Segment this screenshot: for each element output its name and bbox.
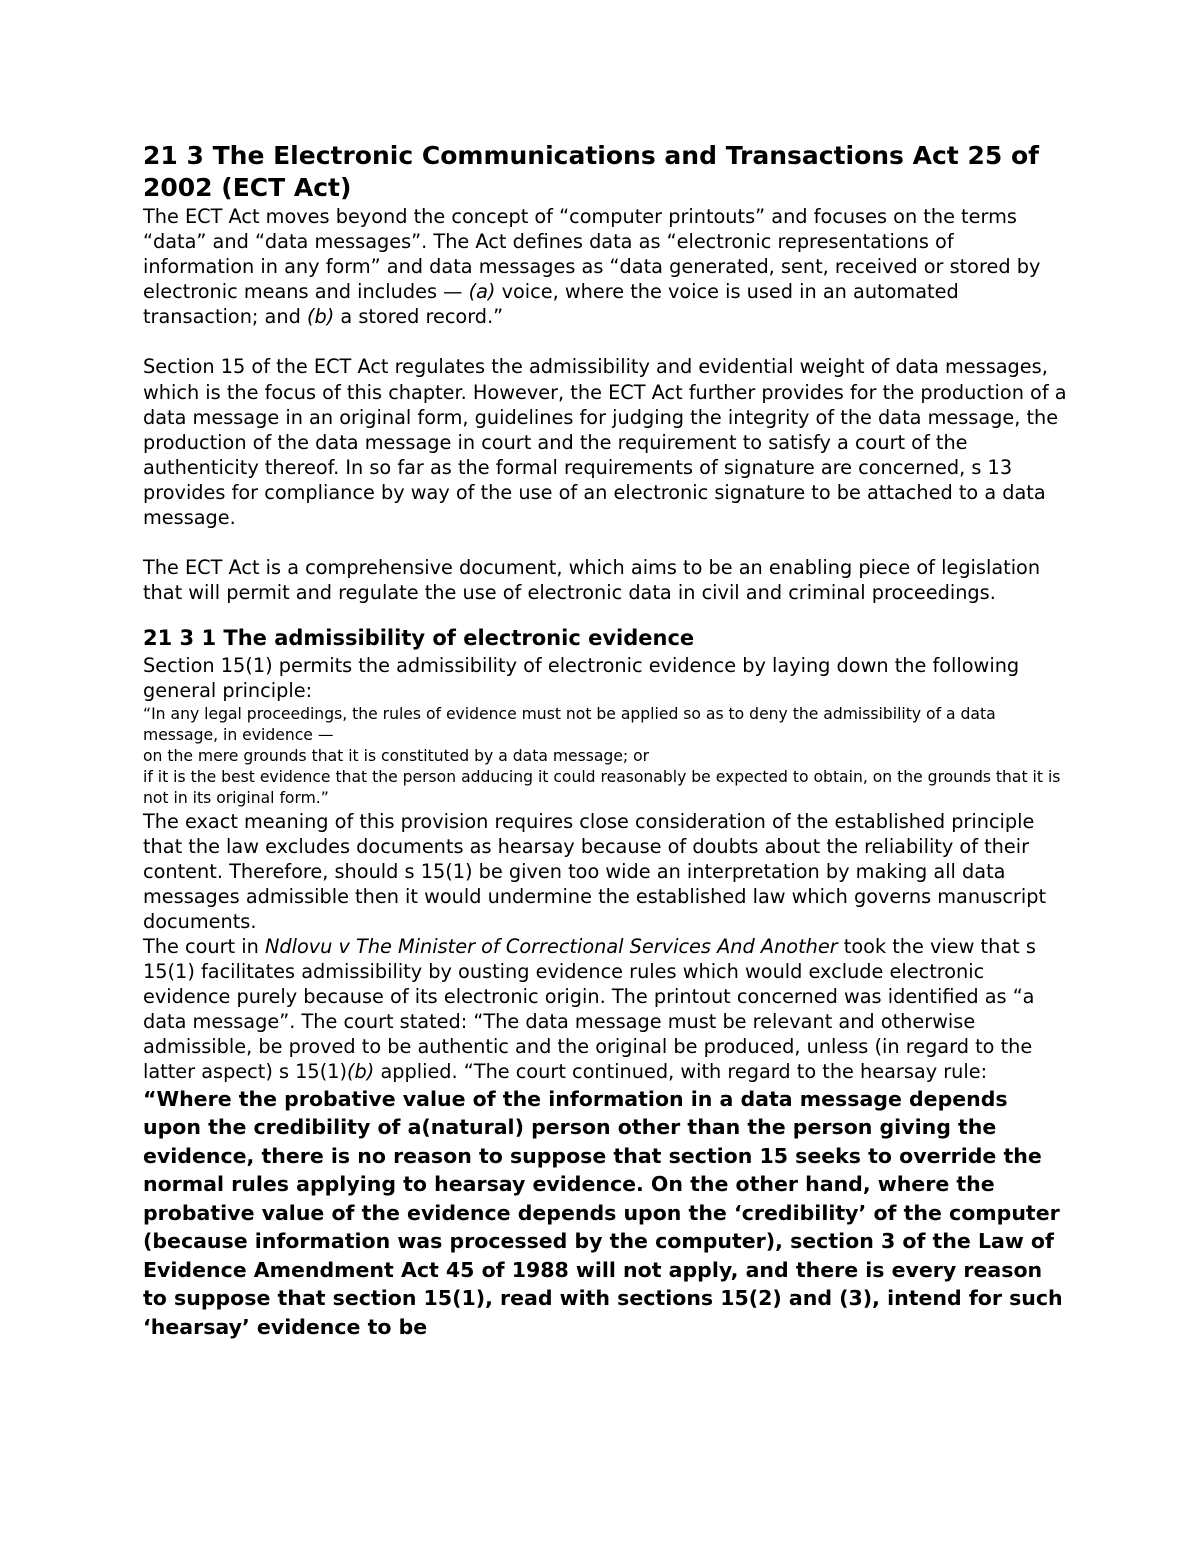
- intro-text-a: The ECT Act moves beyond the concept of “computer printouts” and focuses on the terms “data” and “data messages”. The Act defines data as “electronic representations of information in any form” and data messages as “data generated, sent, received or stored by electronic means and includes —: [143, 205, 1041, 304]
- hearsay-quote: “Where the probative value of the information in a data message depends upon the credibility of a(natural) person other than the person giving the evidence, there is no reason to suppose that section 15 seeks to override the normal rules applying to hearsay evidence. On the other hand, where the probative value of the evidence depends upon the ‘credibility’ of the computer (because information was processed by the computer), section 3 of the Law of Evidence Amendment Act 45 of 1988 will not apply, and there is every reason to suppose that section 15(1), read with sections 15(2) and (3), intend for such ‘hearsay’ evidence to be: [143, 1086, 1063, 1339]
- case-name: Ndlovu v The Minister of Correctional Services And Another: [264, 934, 838, 958]
- item-b-label: (b): [306, 305, 335, 329]
- document-heading-line1: 21 3 The Electronic Communications and Transactions Act 25 of: [143, 141, 1040, 170]
- document-heading-line2: 2002 (ECT Act): [143, 173, 352, 202]
- section-heading: 21 3 1 The admissibility of electronic evidence: [143, 626, 695, 651]
- intro-paragraph-section15: Section 15 of the ECT Act regulates the admissibility and evidential weight of data messages, which is the focus of this chapter. However, the ECT Act further provides for the production of a data message in an original form, guidelines for judging the integrity of the data message, the production of the data message in court and the requirement to satisfy a court of the authenticity thereof. In so far as the formal requirements of signature are concerned, s 13 provides for compliance by way of the use of an electronic signature to be attached to a data message.: [143, 355, 1067, 530]
- ndlovu-text-a: The court in: [143, 934, 265, 958]
- item-a-label: (a): [468, 280, 496, 304]
- statute-quote-intro: “In any legal proceedings, the rules of evidence must not be applied so as to deny the admissibility of a data message, in evidence —: [143, 704, 996, 744]
- section-paragraph-ndlovu: [143, 934, 1068, 1341]
- section-paragraph-meaning: The exact meaning of this provision requires close consideration of the established principle that the law excludes documents as hearsay because of doubts about the reliability of their content. Therefore, should s 15(1) be given too wide an interpretation by making all data messages admissible then it would undermine the established law which governs manuscript documents.: [143, 809, 1047, 933]
- intro-text-b: voice, where the voice is used in an automated transaction; and: [143, 280, 959, 329]
- document-page: [143, 140, 1068, 1341]
- intro-text-c: a stored record.”: [334, 305, 504, 329]
- subsection-b-label: (b): [347, 1060, 375, 1084]
- statute-quote-ground-b: if it is the best evidence that the person adducing it could reasonably be expected to obtain, on the grounds that it is not in its original form.”: [143, 767, 1061, 807]
- intro-paragraph-comprehensive: The ECT Act is a comprehensive document, which aims to be an enabling piece of legislation that will permit and regulate the use of electronic data in civil and criminal proceedings.: [143, 556, 1041, 605]
- ndlovu-text-b: took the view that s 15(1) facilitates admissibility by ousting evidence rules which would exclude electronic evidence purely because of its electronic origin. The printout concerned was identified as “a data message”. The court stated: “The data message must be relevant and otherwise admissible, be proved to be authentic and the original be produced, unless (in regard to the latter aspect) s 15(1): [143, 934, 1036, 1084]
- statute-quote: [143, 704, 1068, 809]
- document-heading: [143, 140, 1068, 204]
- ndlovu-text-c: applied. “The court continued, with regard to the hearsay rule:: [374, 1060, 988, 1084]
- intro-paragraph-definitions: [143, 204, 1068, 329]
- section-paragraph-principle: Section 15(1) permits the admissibility of electronic evidence by laying down the following general principle:: [143, 654, 1020, 703]
- statute-quote-ground-a: on the mere grounds that it is constituted by a data message; or: [143, 746, 650, 765]
